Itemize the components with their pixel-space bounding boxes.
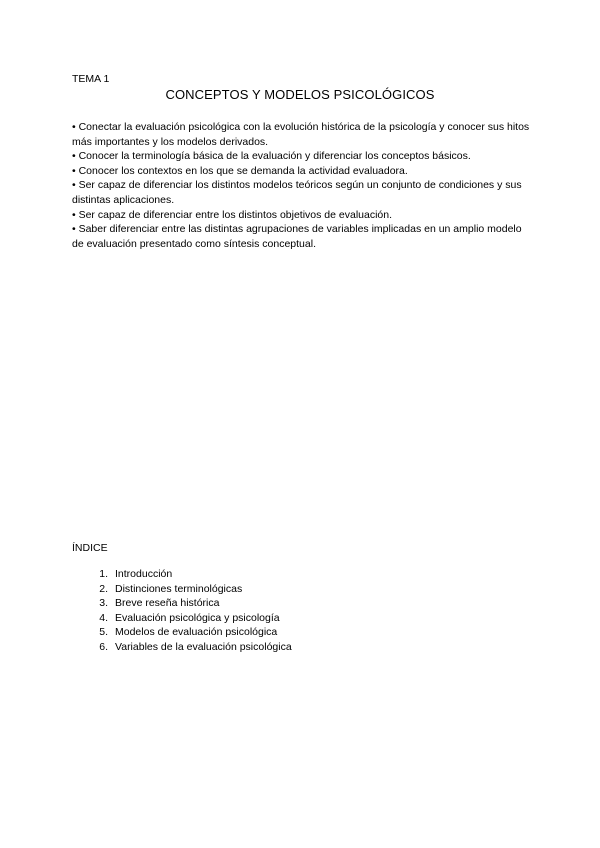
index-item-label: Variables de la evaluación psicológica — [115, 640, 292, 653]
index-item-label: Modelos de evaluación psicológica — [115, 626, 278, 639]
index-item-label: Breve reseña histórica — [115, 597, 220, 610]
objective-item: • Conocer la terminología básica de la evaluación y diferenciar los conceptos básicos. — [72, 150, 471, 163]
index-item-number: 3. — [99, 597, 108, 610]
objective-item: • Saber diferenciar entre las distintas agrupaciones de variables implicadas en un amplio modelo de evaluación presentado como síntesis conceptual. — [72, 223, 522, 250]
index-item-label: Introducción — [115, 568, 173, 580]
document-title: CONCEPTOS Y MODELOS PSICOLÓGICOS — [165, 87, 435, 102]
index-item-label: Evaluación psicológica y psicología — [115, 611, 280, 624]
index-item-label: Distinciones terminológicas — [115, 582, 243, 595]
index-list — [72, 567, 292, 655]
index-item — [72, 625, 292, 640]
index-item-number: 1. — [99, 568, 108, 580]
index-item — [72, 596, 292, 611]
tema-label: TEMA 1 — [72, 73, 110, 85]
index-item — [72, 582, 292, 597]
index-item-number: 5. — [99, 626, 108, 639]
objectives-list — [72, 120, 534, 251]
index-item-number: 6. — [99, 640, 108, 653]
index-item-number: 2. — [99, 582, 108, 595]
objective-item: • Ser capaz de diferenciar entre los distintos objetivos de evaluación. — [72, 208, 393, 221]
objective-item: • Conectar la evaluación psicológica con la evolución histórica de la psicología y conocer sus hitos más importantes y los modelos derivados. — [72, 121, 530, 148]
index-item — [72, 567, 292, 582]
objective-item: • Conocer los contextos en los que se demanda la actividad evaluadora. — [72, 164, 408, 177]
index-heading: ÍNDICE — [72, 542, 108, 554]
index-item — [72, 611, 292, 626]
index-item — [72, 640, 292, 655]
objective-item: • Ser capaz de diferenciar los distintos modelos teóricos según un conjunto de condiciones y sus distintas aplicaciones. — [72, 179, 522, 206]
index-item-number: 4. — [99, 611, 108, 624]
